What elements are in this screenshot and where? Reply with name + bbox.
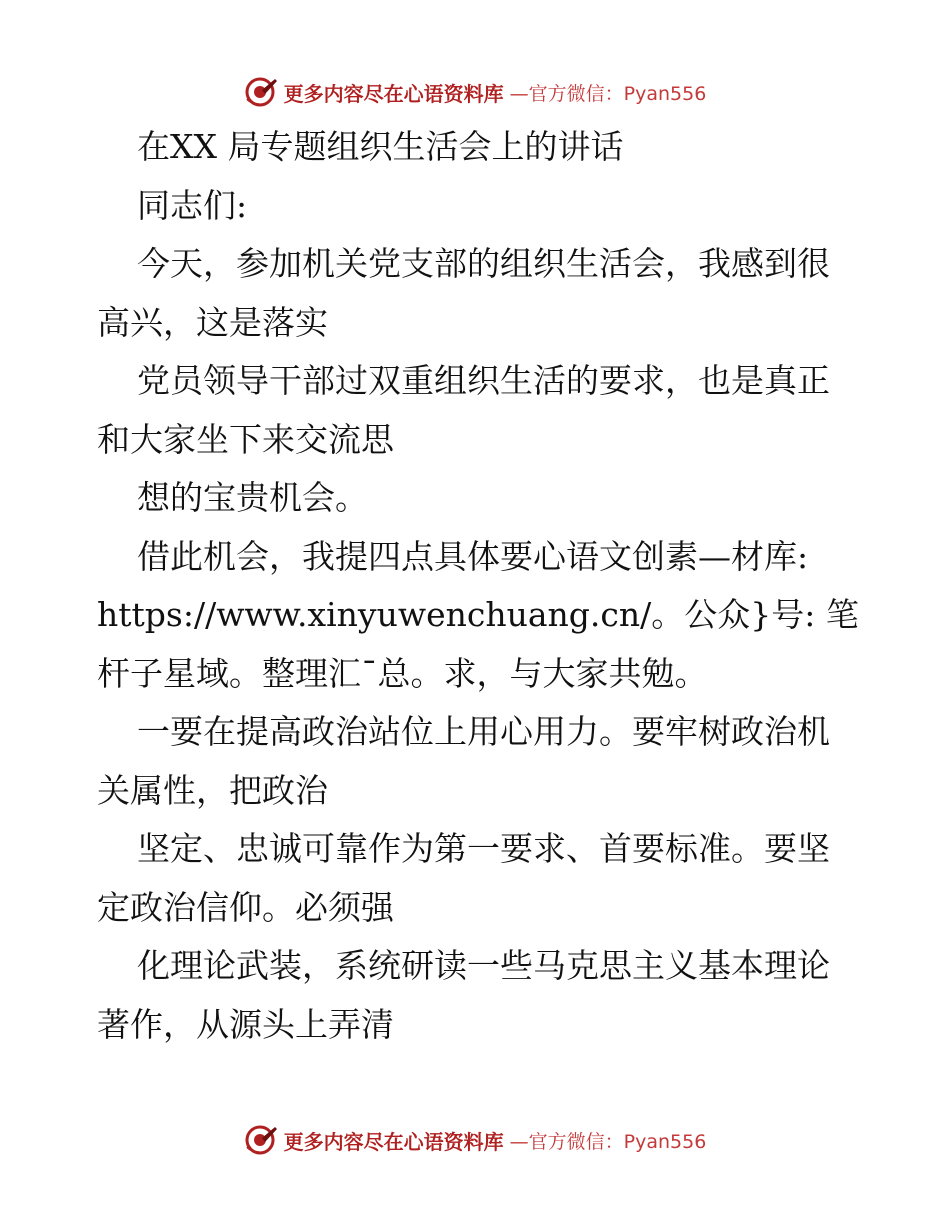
banner-main-text: 更多内容尽在心语资料库 — [283, 1129, 504, 1154]
body-line: 一要在提高政治站位上用心用力。要牢树政治机 — [137, 712, 830, 751]
body-line: 关属性，把政治 — [97, 770, 328, 810]
header-watermark — [0, 72, 950, 112]
body-line: 化理论武装，系统研读一些马克思主义基本理论 — [137, 946, 830, 985]
salutation: 同志们: — [137, 185, 248, 225]
banner-wechat-text: —官方微信：Pyan556 — [509, 1130, 707, 1153]
banner-main-text: 更多内容尽在心语资料库 — [283, 81, 504, 106]
footer-watermark — [0, 1120, 950, 1160]
body-line: 党员领导干部过双重组织生活的要求，也是真正 — [137, 361, 830, 400]
body-line: 高兴，这是落实 — [97, 302, 328, 342]
body-line: 杆子星域。整理汇¯总。求，与大家共勉。 — [97, 653, 708, 693]
pen-logo-icon — [244, 1123, 278, 1157]
body-line: 定政治信仰。必须强 — [97, 887, 394, 927]
body-line: 借此机会，我提四点具体要心语文创素—材库: — [137, 536, 809, 576]
body-line: 今天，参加机关党支部的组织生活会，我感到很 — [137, 244, 830, 283]
body-line: 和大家坐下来交流思 — [97, 419, 394, 459]
pen-logo-icon — [244, 75, 278, 109]
document-title: 在XX 局专题组织生活会上的讲话 — [137, 127, 624, 166]
body-line: 坚定、忠诚可靠作为第一要求、首要标准。要坚 — [137, 829, 830, 868]
banner-wechat-text: —官方微信：Pyan556 — [509, 82, 707, 105]
body-line: 著作，从源头上弄清 — [97, 1004, 394, 1044]
body-line: 想的宝贵机会。 — [137, 478, 368, 517]
document-body — [97, 118, 857, 1054]
body-line-url: https://www.xinyuwenchuang.cn/。公众}号: 笔 — [97, 595, 859, 634]
